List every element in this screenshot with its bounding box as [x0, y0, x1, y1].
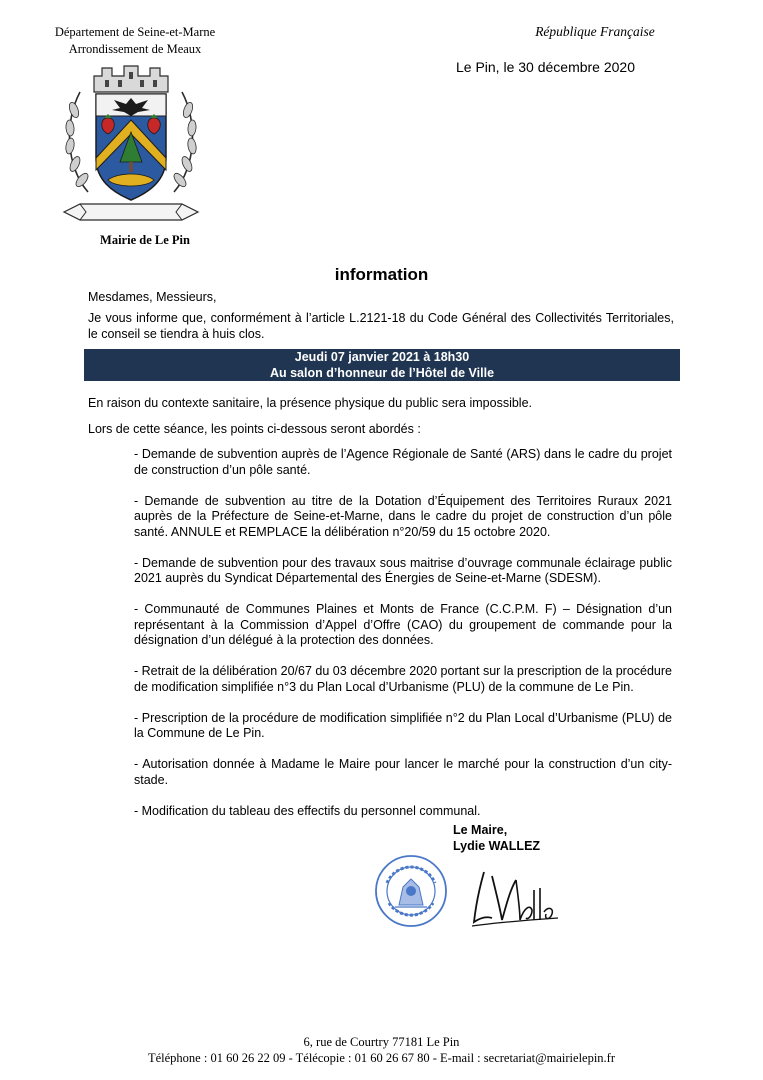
signatory-role: Le Maire, — [453, 823, 508, 837]
handwritten-signature — [470, 862, 560, 932]
footer-address: 6, rue de Courtry 77181 Le Pin — [303, 1035, 460, 1049]
agenda-item: - Demande de subvention au titre de la Dotation d’Équipement des Territoires Ruraux 2021 auprès de la Préfecture de Seine-et-Marne, dans le cadre du projet de construction d’un pôle santé. ANNULE et REMPLACE la délibération n°20/59 du 15 octobre 2020. — [134, 493, 672, 539]
agenda-item: - Communauté de Communes Plaines et Monts de France (C.C.P.M. F) – Désignation d’un représentant à la Commission d’Appel d’Offre (CAO) du groupement de commande pour la désignation d’un délégué à la protection des données. — [134, 602, 672, 647]
salutation: Mesdames, Messieurs, — [88, 290, 217, 304]
document-title: information — [334, 265, 429, 284]
coat-of-arms-logo — [58, 62, 204, 226]
mairie-stamp — [373, 853, 449, 929]
republique-label: République Française — [535, 24, 655, 39]
mairie-label: Mairie de Le Pin — [100, 233, 190, 247]
agenda-item: - Modification du tableau des effectifs du personnel communal. — [134, 803, 481, 818]
agenda-item: - Prescription de la procédure de modification simplifiée n°2 du Plan Local d’Urbanisme (PLU) de la Commune de Le Pin. — [134, 710, 672, 740]
meeting-banner — [84, 349, 680, 381]
dateline: Le Pin, le 30 décembre 2020 — [455, 59, 635, 75]
agenda-item: - Demande de subvention pour des travaux sous maitrise d’ouvrage communale éclairage public 2021 auprès du Syndicat Départemental des Énergies de Seine-et-Marne (SDESM). — [134, 555, 672, 585]
meeting-date: Jeudi 07 janvier 2021 à 18h30 — [294, 350, 470, 364]
agenda-item: - Autorisation donnée à Madame le Maire pour lancer le marché pour la construction d’un city-stade. — [134, 757, 672, 787]
intro-paragraph: Je vous informe que, conformément à l’article L.2121-18 du Code Général des Collectivités Territoriales, le conseil se tiendra à huis clos. — [88, 311, 674, 341]
agenda-item: - Demande de subvention auprès de l’Agence Régionale de Santé (ARS) dans le cadre du projet de construction d’un pôle santé. — [134, 447, 672, 477]
context-paragraph: En raison du contexte sanitaire, la présence physique du public sera impossible. — [88, 396, 533, 410]
footer-contact: Téléphone : 01 60 26 22 09 - Télécopie : 01 60 26 67 80 - E-mail : secretariat@mairielepin.fr — [147, 1051, 616, 1065]
agenda-intro: Lors de cette séance, les points ci-dessous seront abordés : — [88, 422, 421, 436]
meeting-place: Au salon d’honneur de l’Hôtel de Ville — [269, 365, 495, 380]
department-label: Département de Seine-et-Marne — [54, 25, 216, 39]
arrondissement-label: Arrondissement de Meaux — [68, 42, 202, 56]
agenda-item: - Retrait de la délibération 20/67 du 03 décembre 2020 portant sur la prescription de la procédure de modification simplifiée n°3 du Plan Local d’Urbanisme (PLU) de la commune de Le Pin. — [134, 664, 672, 694]
agenda-list — [134, 447, 672, 835]
signatory-name: Lydie WALLEZ — [453, 839, 541, 853]
